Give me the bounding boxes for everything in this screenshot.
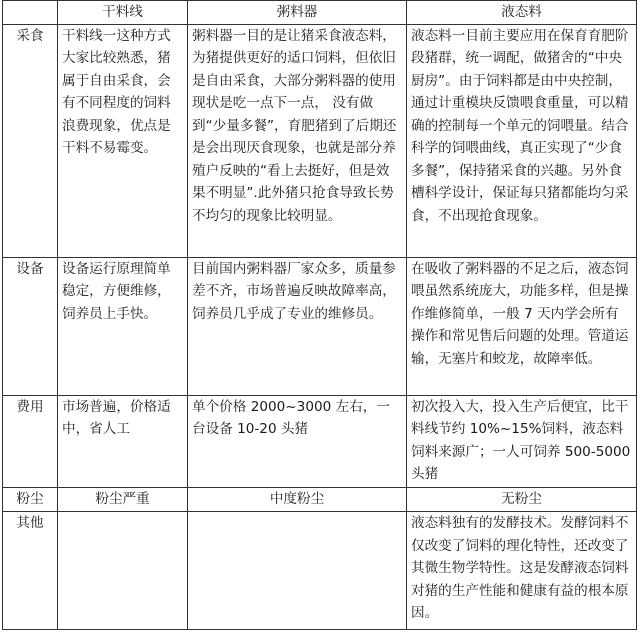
header-liquid-feed: 液态料 [407, 1, 637, 25]
cell-equipment-porridge: 目前国内粥料器厂家众多，质量参差不齐，市场普遍反映故障率高，饲养员几乎成了专业的维修员。 [188, 257, 407, 395]
row-label-equipment: 设备 [3, 257, 58, 395]
cell-cost-liquid: 初次投入大，投入生产后便宜，比干料线节约 10%~15%饲料，液态料饲料来源广；一人可饲养 500-5000 头猪 [407, 395, 637, 487]
header-porridge-feeder: 粥料器 [188, 1, 407, 25]
header-corner [3, 1, 58, 25]
row-label-dust: 粉尘 [3, 487, 58, 512]
comparison-table [2, 0, 637, 630]
table-row-equipment [3, 257, 637, 395]
header-dry-feed-line: 干料线 [58, 1, 188, 25]
cell-equipment-dry: 设备运行原理简单稳定，方便维修，饲养员上手快。 [58, 257, 188, 395]
row-label-other: 其他 [3, 512, 58, 630]
cell-dust-dry: 粉尘严重 [58, 487, 188, 512]
cell-feeding-liquid: 液态料一目前主要应用在保育育肥阶段猪群，统一调配，做猪舍的“中央厨房”。由于饲料都是由中央控制，通过计重模块反馈喂食重量，可以精确的控制每一个单元的饲喂量。结合科学的饲喂曲线，真正实现了“少食多餐”，保持猪采食的兴趣。另外食槽科学设计，保证每只猪都能均匀采食，不出现抢食现象。 [407, 24, 637, 257]
cell-equipment-liquid: 在吸收了粥料器的不足之后，液态饲喂虽然系统庞大，功能多样，但是操作维修简单，一般 7 天内学会所有操作和常见售后问题的处理。管道运输，无塞片和蛟龙，故障率低。 [407, 257, 637, 395]
row-label-feeding: 采食 [3, 24, 58, 257]
cell-cost-porridge: 单个价格 2000~3000 左右，一台设备 10-20 头猪 [188, 395, 407, 487]
cell-other-porridge [188, 512, 407, 630]
header-row [3, 1, 637, 25]
cell-dust-liquid: 无粉尘 [407, 487, 637, 512]
cell-cost-dry: 市场普遍，价格适中，省人工 [58, 395, 188, 487]
cell-other-dry [58, 512, 188, 630]
table-row-cost [3, 395, 637, 487]
table-row-feeding [3, 24, 637, 257]
cell-feeding-dry: 干料线一这种方式大家比较熟悉，猪属于自由采食，会有不同程度的饲料浪费现象，优点是干料不易霉变。 [58, 24, 188, 257]
cell-other-liquid: 液态料独有的发酵技术。发酵饲料不仅改变了饲料的理化特性，还改变了其微生物学特性。这是发酵液态饲料对猪的生产性能和健康有益的根本原因。 [407, 512, 637, 630]
cell-dust-porridge: 中度粉尘 [188, 487, 407, 512]
cell-feeding-porridge: 粥料器一目的是让猪采食液态料，为猪提供更好的适口饲料，但依旧是自由采食，大部分粥料器的使用现状是吃一点下一点， 没有做到“少量多餐”，育肥猪到了后期还是会出现厌食现象，也就是部分养殖户反映的“看上去挺好，但是效果不明显”.此外猪只抢食导致长势不均匀的现象比较明显。 [188, 24, 407, 257]
table-row-dust [3, 487, 637, 512]
table-row-other [3, 512, 637, 630]
row-label-cost: 费用 [3, 395, 58, 487]
